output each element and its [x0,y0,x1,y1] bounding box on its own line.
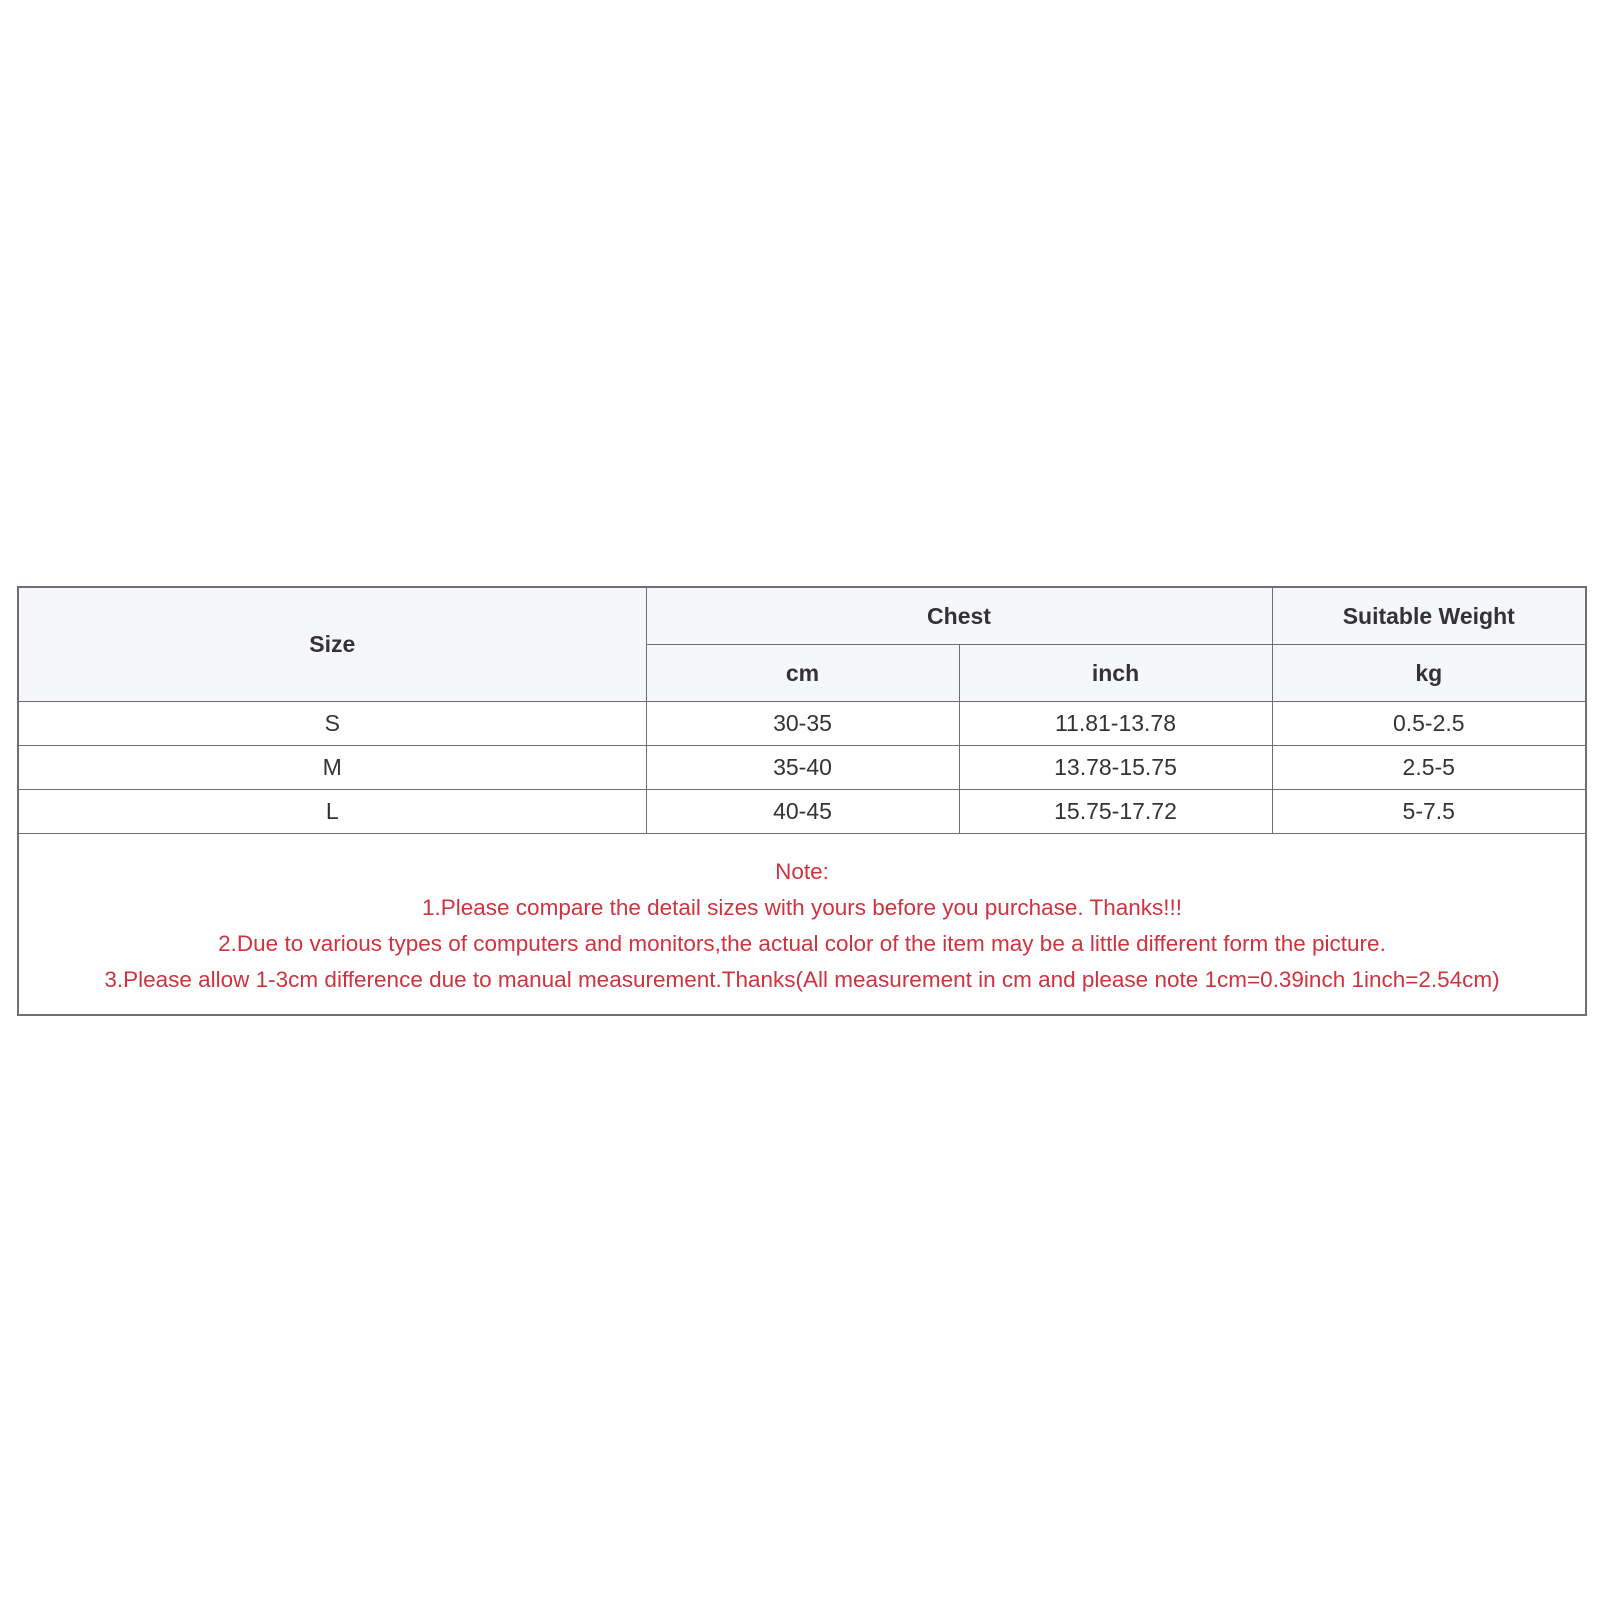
size-table [17,586,1587,1016]
note-line-2: 2.Due to various types of computers and monitors,the actual color of the item may be a little different form the picture. [218,931,1386,956]
header-row-1 [18,587,1586,645]
note-title: Note: [775,859,829,884]
header-kg: kg [1272,645,1586,702]
note-line-3: 3.Please allow 1-3cm difference due to manual measurement.Thanks(All measurement in cm and please note 1cm=0.39inch 1inch=2.54cm) [104,967,1500,992]
header-size: Size [18,587,646,702]
header-chest: Chest [646,587,1272,645]
notes-row [18,834,1586,1016]
header-inch: inch [959,645,1272,702]
size-cell: L [18,790,646,834]
header-suitable-weight: Suitable Weight [1272,587,1586,645]
size-chart [17,586,1585,1016]
table-row [18,746,1586,790]
table-row [18,790,1586,834]
weight-kg-cell: 0.5-2.5 [1272,702,1586,746]
chest-cm-cell: 30-35 [646,702,959,746]
header-cm: cm [646,645,959,702]
chest-cm-cell: 40-45 [646,790,959,834]
chest-inch-cell: 11.81-13.78 [959,702,1272,746]
size-cell: S [18,702,646,746]
chest-cm-cell: 35-40 [646,746,959,790]
table-row [18,702,1586,746]
weight-kg-cell: 5-7.5 [1272,790,1586,834]
chest-inch-cell: 13.78-15.75 [959,746,1272,790]
chest-inch-cell: 15.75-17.72 [959,790,1272,834]
size-cell: M [18,746,646,790]
note-line-1: 1.Please compare the detail sizes with yours before you purchase. Thanks!!! [422,895,1182,920]
notes-cell [18,834,1586,1016]
weight-kg-cell: 2.5-5 [1272,746,1586,790]
